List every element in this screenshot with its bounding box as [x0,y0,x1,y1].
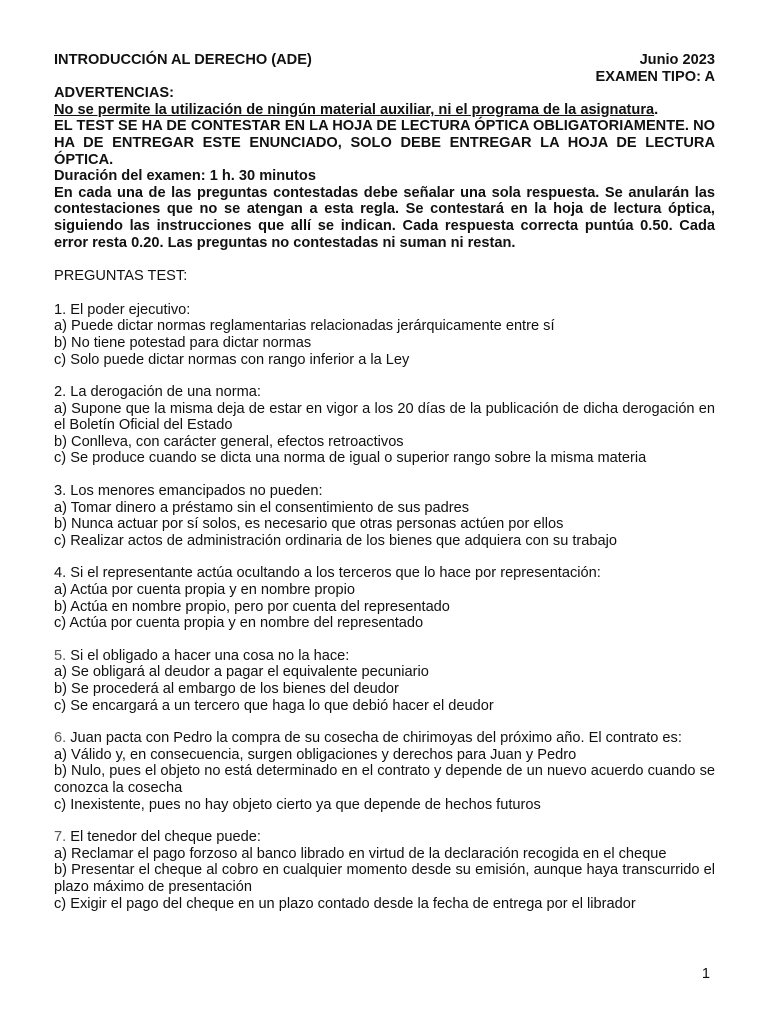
question-stem [54,829,715,846]
question-text: Juan pacta con Pedro la compra de su cosecha de chirimoyas del próximo año. El contrato es: [70,730,682,747]
question-3 [54,483,715,549]
option-b: b) No tiene potestad para dictar normas [54,334,312,351]
question-number: 1. [54,301,67,318]
option-a: a) Actúa por cuenta propia y en nombre propio [54,582,355,599]
exam-type: EXAMEN TIPO: A [595,68,715,85]
question-text: Si el representante actúa ocultando a los terceros que lo hace por representación: [70,565,601,582]
question-4 [54,565,715,631]
question-text: El tenedor del cheque puede: [70,829,261,846]
question-1 [54,302,715,368]
question-number: 7. [54,829,67,846]
question-stem [54,565,715,582]
option-a: a) Puede dictar normas reglamentarias relacionadas jerárquicamente entre sí [54,318,555,335]
question-text: El poder ejecutivo: [70,301,191,318]
page-number: 1 [701,966,710,982]
warning-no-material-text: No se permite la utilización de ningún material auxiliar, ni el programa de la asignatura [54,101,655,118]
option-a: a) Válido y, en consecuencia, surgen obligaciones y derechos para Juan y Pedro [54,746,577,763]
section-title: PREGUNTAS TEST: [54,268,188,285]
option-c: c) Realizar actos de administración ordinaria de los bienes que adquiera con su trabajo [54,532,617,549]
exam-header [54,52,715,69]
question-number: 5. [54,647,67,664]
question-number: 6. [54,730,67,747]
question-number: 2. [54,384,67,401]
question-number: 4. [54,565,67,582]
warning-optical-sheet: EL TEST SE HA DE CONTESTAR EN LA HOJA DE LECTURA ÓPTICA OBLIGATORIAMENTE. NO HA DE ENTREGAR ESTE ENUNCIADO, SOLO DEBE ENTREGAR LA HOJA DE LECTURA ÓPTICA. [54,118,715,168]
option-c: c) Actúa por cuenta propia y en nombre del representado [54,615,424,632]
option-b: b) Presentar el cheque al cobro en cualquier momento desde su emisión, aunque haya transcurrido el plazo máximo de presentación [54,862,715,895]
option-b: b) Se procederá al embargo de los bienes del deudor [54,681,399,697]
warning-no-material [54,102,715,119]
course-title: INTRODUCCIÓN AL DERECHO (ADE) [54,52,312,68]
question-text: Si el obligado a hacer una cosa no la hace: [70,647,350,664]
option-c: c) Solo puede dictar normas con rango inferior a la Ley [54,351,410,368]
option-a: a) Tomar dinero a préstamo sin el consentimiento de sus padres [54,499,470,516]
warning-no-material-period: . [654,101,659,118]
option-b: b) Nulo, pues el objeto no está determinado en el contrato y depende de un nuevo acuerdo cuando se conozca la cosecha [54,763,715,796]
question-text: La derogación de una norma: [70,384,261,401]
question-stem [54,730,715,747]
question-6 [54,730,715,813]
question-text: Los menores emancipados no pueden: [70,483,323,500]
question-5 [54,648,715,714]
question-stem [54,483,715,500]
warnings-title: ADVERTENCIAS: [54,85,174,102]
option-a: a) Reclamar el pago forzoso al banco librado en virtud de la declaración recogida en el cheque [54,845,667,862]
question-2 [54,384,715,467]
question-stem [54,302,715,319]
question-stem [54,384,715,401]
question-stem [54,648,715,665]
option-b: b) Nunca actuar por sí solos, es necesario que otras personas actúen por ellos [54,516,564,533]
exam-duration: Duración del examen: 1 h. 30 minutos [54,168,316,185]
exam-date: Junio 2023 [639,52,715,68]
option-c: c) Exigir el pago del cheque en un plazo contado desde la fecha de entrega por el librador [54,895,636,912]
option-c: c) Inexistente, pues no hay objeto cierto ya que depende de hechos futuros [54,796,541,813]
option-b: b) Actúa en nombre propio, pero por cuenta del representado [54,598,450,615]
option-b: b) Conlleva, con carácter general, efectos retroactivos [54,433,404,450]
option-a: a) Supone que la misma deja de estar en vigor a los 20 días de la publicación de dicha derogación en el Boletín Oficial del Estado [54,400,715,434]
option-a: a) Se obligará al deudor a pagar el equivalente pecuniario [54,664,429,681]
option-c: c) Se produce cuando se dicta una norma de igual o superior rango sobre la misma materia [54,450,647,467]
question-number: 3. [54,483,67,500]
option-c: c) Se encargará a un tercero que haga lo que debió hacer el deudor [54,697,494,714]
question-7 [54,829,715,912]
exam-instructions: En cada una de las preguntas contestadas debe señalar una sola respuesta. Se anularán las contestaciones que no se atengan a esta regla. Se contestará en la hoja de lectura óptica, siguiendo las instrucciones que allí se indican. Cada respuesta correcta puntúa 0.50. Cada error resta 0.20. Las preguntas no contestadas ni suman ni restan. [54,184,715,251]
exam-page [54,52,715,912]
